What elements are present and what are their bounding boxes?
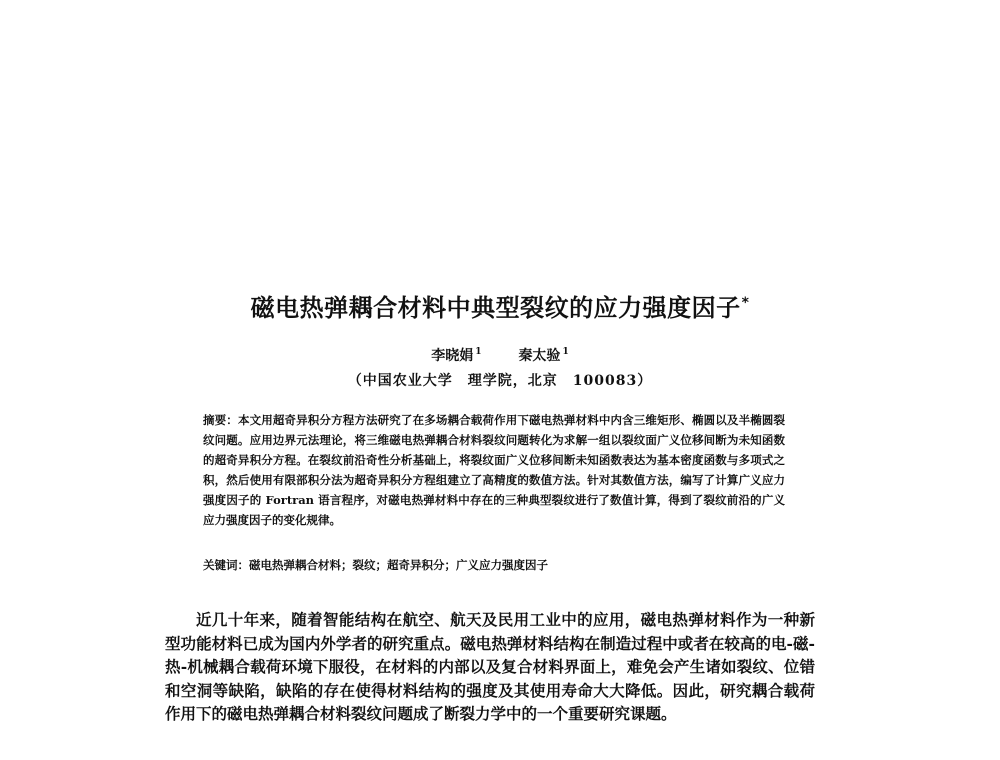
author-2 xyxy=(518,345,568,365)
author-affiliation-mark: 1 xyxy=(475,347,482,358)
paper-title-text: 磁电热弹耦合材料中典型裂纹的应力强度因子 xyxy=(250,294,741,322)
body-paragraph: 近几十年来，随着智能结构在航空、航天及民用工业中的应用，磁电热弹材料作为一种新型功能材料已成为国内外学者的研究重点。磁电热弹材料结构在制造过程中或者在较高的电-磁-热-机械耦合载荷环境下服役，在材料的内部以及复合材料界面上，难免会产生诸如裂纹、位错和空洞等缺陷，缺陷的存在使得材料结构的强度及其使用寿命大大降低。因此，研究耦合载荷作用下的磁电热弹耦合材料裂纹问题成了断裂力学中的一个重要研究课题。 xyxy=(165,610,815,723)
keywords xyxy=(203,557,785,573)
author-1 xyxy=(431,345,481,365)
keywords-text: 磁电热弹耦合材料；裂纹；超奇异积分；广义应力强度因子 xyxy=(249,558,548,572)
affiliation: （中国农业大学 理学院，北京 100083） xyxy=(347,373,653,389)
keywords-label: 关键词： xyxy=(203,558,249,572)
title-footnote-mark: * xyxy=(741,295,750,311)
abstract-label: 摘要： xyxy=(203,413,238,427)
abstract-text: 本文用超奇异积分方程方法研究了在多场耦合载荷作用下磁电热弹材料中内含三维矩形、椭圆以及半椭圆裂纹问题。应用边界元法理论，将三维磁电热弹耦合材料裂纹问题转化为求解一组以裂纹面广义位移间断为未知函数的超奇异积分方程。在裂纹前沿奇性分析基础上，将裂纹面广义位移间断未知函数表达为基本密度函数与多项式之积，然后使用有限部积分法为超奇异积分方程组建立了高精度的数值方法。针对其数值方法，编写了计算广义应力强度因子的 Fortran 语言程序，对磁电热弹材料中存在的三种典型裂纹进行了数值计算，得到了裂纹前沿的广义应力强度因子的变化规律。 xyxy=(203,413,786,527)
abstract xyxy=(203,410,785,530)
author-list xyxy=(0,345,1000,365)
author-name: 秦太验 xyxy=(518,348,561,364)
paper-title xyxy=(0,288,1000,323)
author-name: 李晓娟 xyxy=(431,348,474,364)
author-affiliation-mark: 1 xyxy=(562,347,569,358)
